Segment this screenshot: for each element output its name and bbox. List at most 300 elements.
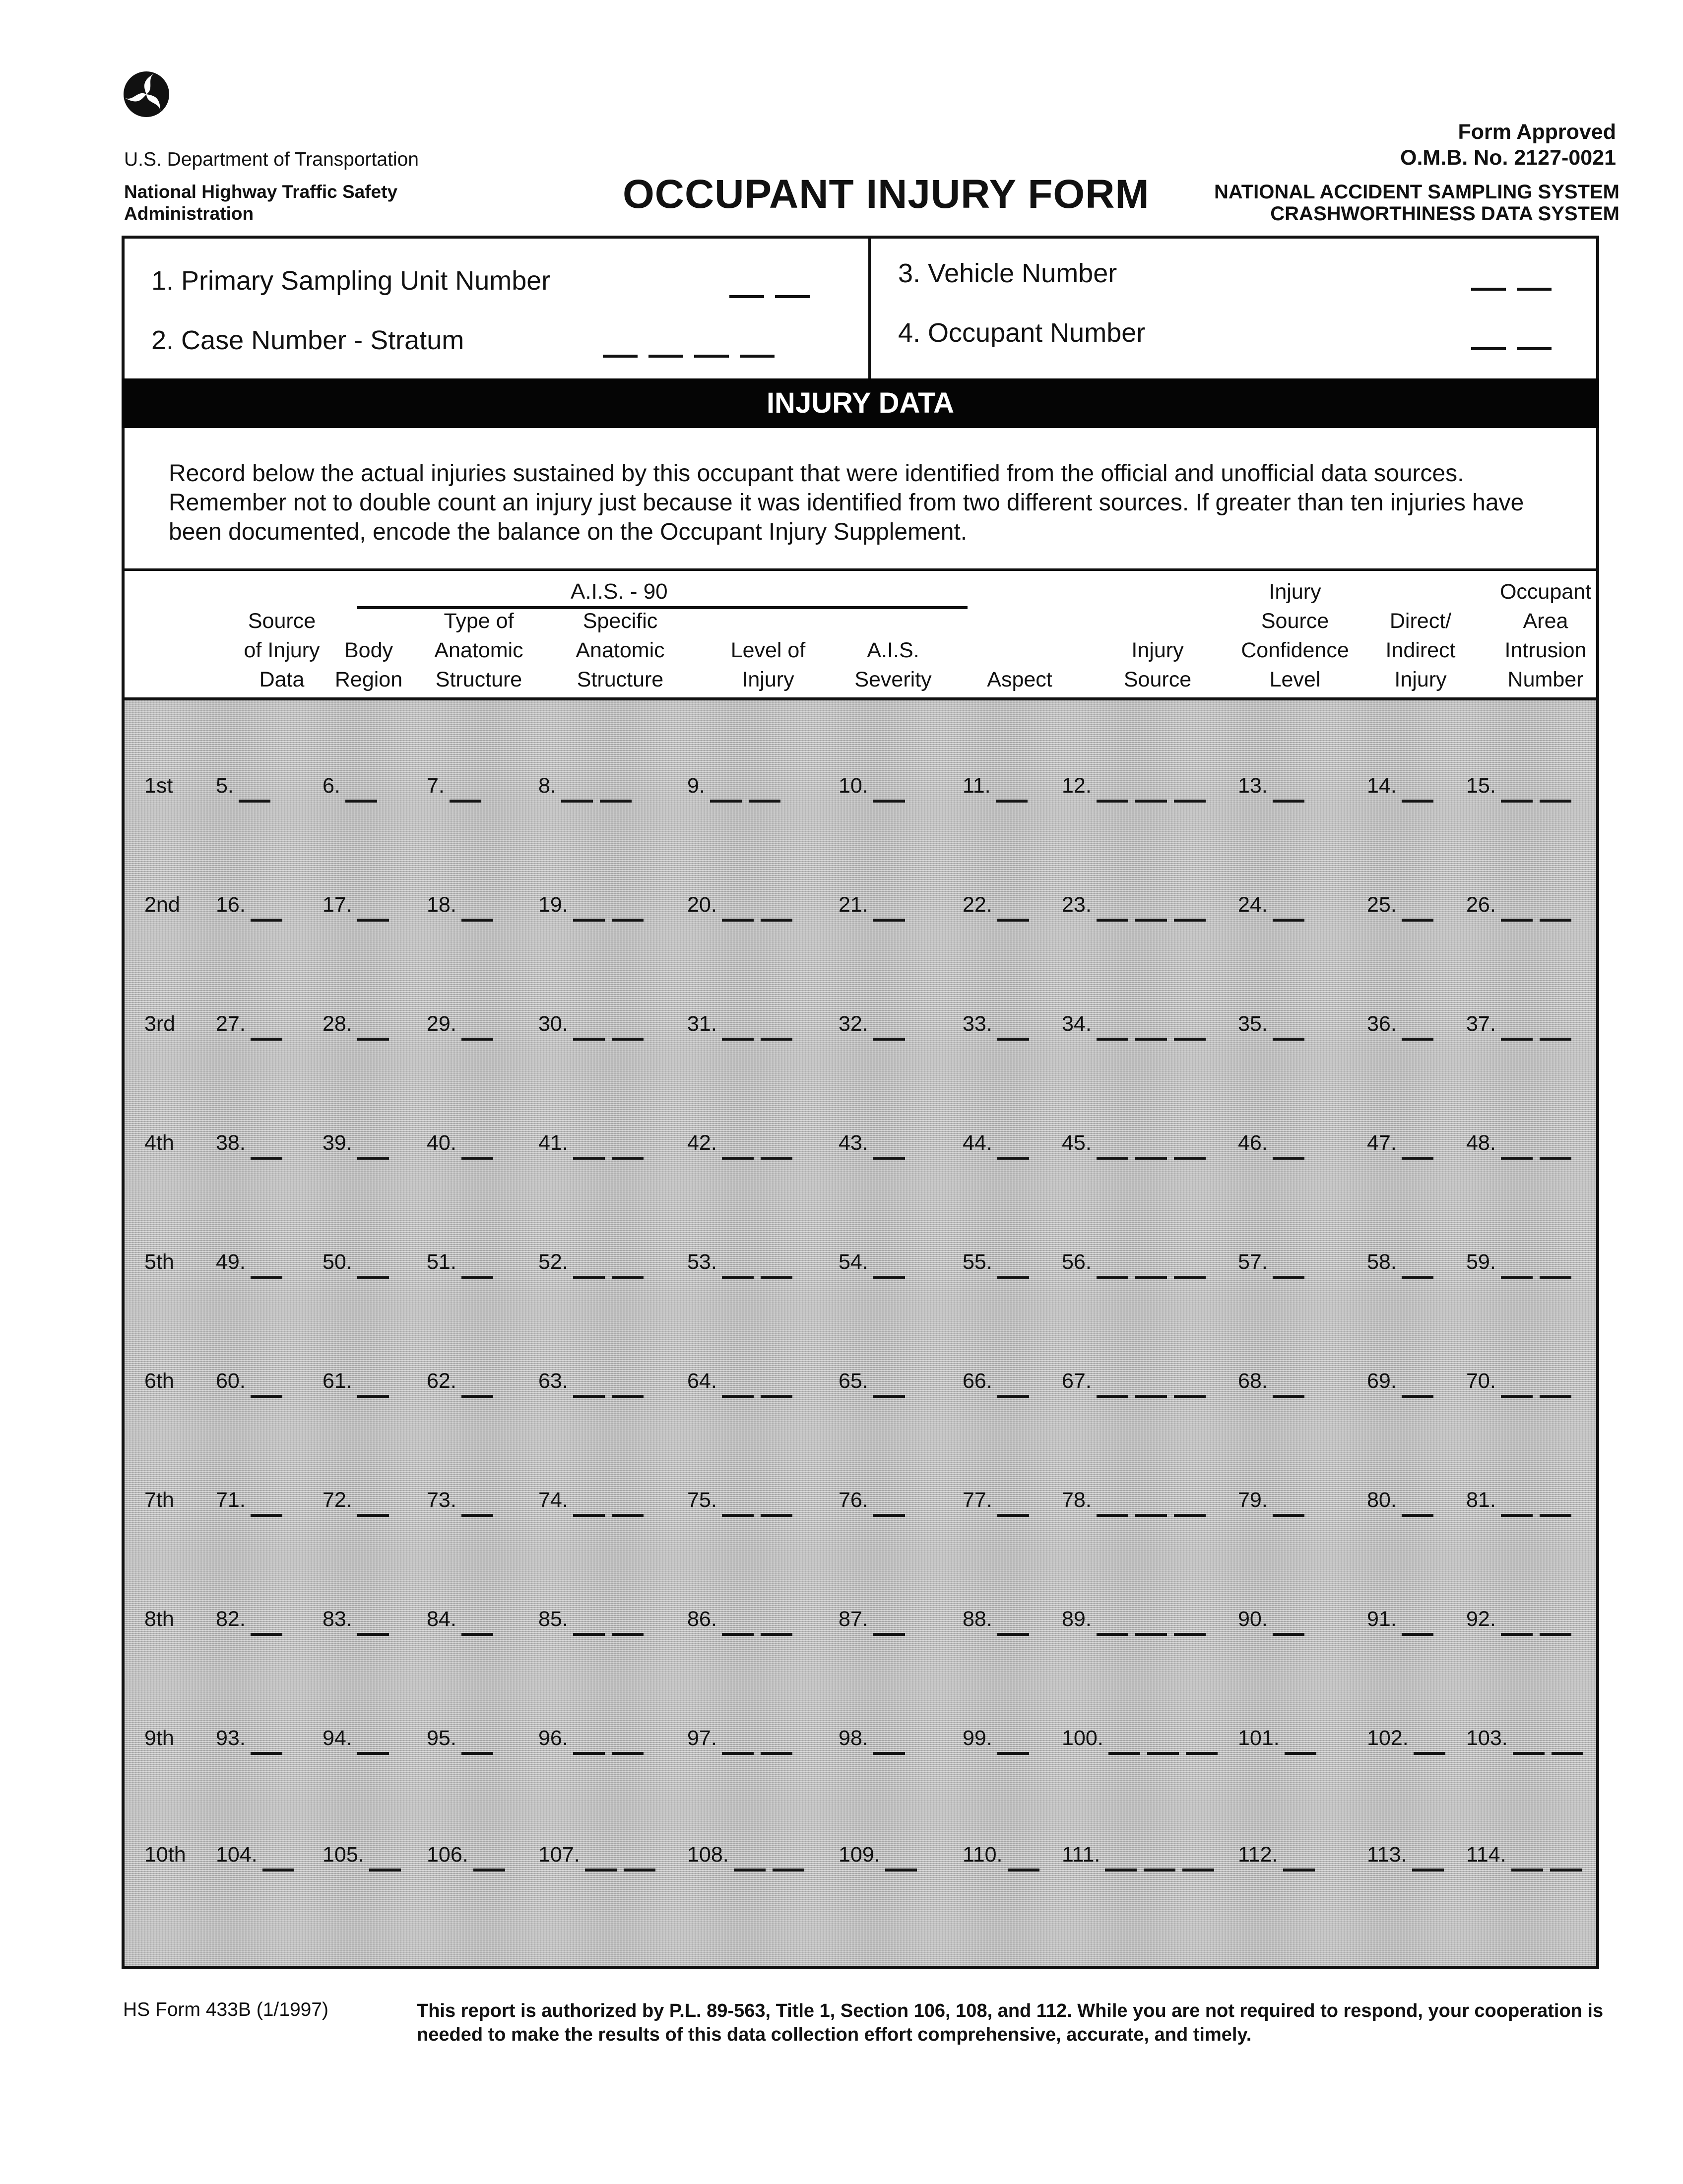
entry-blank[interactable]: [997, 1273, 1029, 1279]
entry-blank[interactable]: [722, 916, 754, 922]
entry-blank[interactable]: [1283, 1866, 1315, 1872]
entry-blank[interactable]: [1135, 916, 1167, 922]
entry-blank[interactable]: [1540, 916, 1571, 922]
entry-blank[interactable]: [1273, 1154, 1304, 1160]
entry-blank[interactable]: [1097, 1273, 1128, 1279]
field-intrusion[interactable]: [1466, 774, 1571, 803]
entry-blank[interactable]: [761, 916, 792, 922]
entry-blank[interactable]: [573, 916, 605, 922]
field-intrusion[interactable]: [1466, 1250, 1571, 1279]
entry-blank[interactable]: [357, 1273, 389, 1279]
psu-digit-1[interactable]: [729, 290, 764, 298]
entry-blank[interactable]: [1550, 1866, 1582, 1872]
field-specific-anatomic[interactable]: [538, 1488, 644, 1517]
entry-blank[interactable]: [1135, 797, 1167, 803]
field-confidence[interactable]: [1238, 774, 1304, 803]
field-aspect[interactable]: [963, 1250, 1029, 1279]
field-specific-anatomic[interactable]: [538, 893, 644, 922]
entry-blank[interactable]: [1501, 1392, 1533, 1398]
case-digit-4[interactable]: [740, 350, 775, 358]
entry-blank[interactable]: [1273, 916, 1304, 922]
field-level[interactable]: [687, 1488, 792, 1517]
entry-blank[interactable]: [612, 1154, 644, 1160]
entry-blank[interactable]: [1182, 1866, 1214, 1872]
entry-blank[interactable]: [473, 1866, 505, 1872]
field-body-region[interactable]: [323, 1726, 389, 1755]
entry-blank[interactable]: [461, 1154, 493, 1160]
occupant-number-field[interactable]: [1471, 342, 1552, 350]
entry-blank[interactable]: [461, 1392, 493, 1398]
entry-blank[interactable]: [1501, 1035, 1533, 1041]
entry-blank[interactable]: [873, 916, 905, 922]
entry-blank[interactable]: [1402, 1273, 1433, 1279]
field-number: 94.: [323, 1726, 352, 1750]
field-injury-source[interactable]: [1062, 1488, 1206, 1517]
field-aspect[interactable]: [963, 1607, 1029, 1636]
entry-blank[interactable]: [239, 797, 270, 803]
entry-blank[interactable]: [573, 1749, 605, 1755]
entry-blank[interactable]: [251, 1749, 282, 1755]
entry-blank[interactable]: [722, 1630, 754, 1636]
entry-blank[interactable]: [1540, 797, 1571, 803]
entry-blank[interactable]: [1135, 1273, 1167, 1279]
vehicle-number-field[interactable]: [1471, 283, 1552, 291]
entry-blank[interactable]: [1174, 1035, 1206, 1041]
entry-blank[interactable]: [251, 1511, 282, 1517]
entry-blank[interactable]: [573, 1630, 605, 1636]
field-intrusion[interactable]: [1466, 1726, 1583, 1755]
entry-blank[interactable]: [461, 1273, 493, 1279]
entry-blank[interactable]: [573, 1154, 605, 1160]
entry-blank[interactable]: [873, 1630, 905, 1636]
field-direct-indirect[interactable]: [1367, 1012, 1433, 1041]
field-injury-source[interactable]: [1062, 774, 1206, 803]
entry-blank[interactable]: [1273, 1392, 1304, 1398]
field-level[interactable]: [687, 1250, 792, 1279]
case-digit-3[interactable]: [694, 350, 729, 358]
entry-blank[interactable]: [1412, 1866, 1444, 1872]
field-intrusion[interactable]: [1466, 1369, 1571, 1398]
entry-blank[interactable]: [450, 797, 481, 803]
field-intrusion[interactable]: [1466, 893, 1571, 922]
entry-blank[interactable]: [1097, 916, 1128, 922]
entry-blank[interactable]: [612, 1392, 644, 1398]
field-ais-severity[interactable]: [839, 1369, 905, 1398]
field-level[interactable]: [687, 774, 780, 803]
entry-blank[interactable]: [369, 1866, 401, 1872]
entry-blank[interactable]: [997, 1154, 1029, 1160]
field-number: 60.: [216, 1369, 246, 1393]
field-specific-anatomic[interactable]: [538, 1012, 644, 1041]
field-number: 73.: [427, 1488, 456, 1512]
entry-blank[interactable]: [1501, 1154, 1533, 1160]
entry-blank[interactable]: [1186, 1749, 1218, 1755]
entry-blank[interactable]: [761, 1154, 792, 1160]
entry-blank[interactable]: [722, 1273, 754, 1279]
entry-blank[interactable]: [357, 1749, 389, 1755]
entry-blank[interactable]: [1501, 916, 1533, 922]
field-injury-source[interactable]: [1062, 1012, 1206, 1041]
entry-blank[interactable]: [461, 1749, 493, 1755]
entry-blank[interactable]: [873, 1749, 905, 1755]
department-name: U.S. Department of Transportation: [124, 149, 419, 170]
field-intrusion[interactable]: [1466, 1843, 1582, 1872]
entry-blank[interactable]: [1105, 1866, 1137, 1872]
entry-blank[interactable]: [761, 1273, 792, 1279]
entry-blank[interactable]: [357, 1511, 389, 1517]
entry-blank[interactable]: [461, 1511, 493, 1517]
entry-blank[interactable]: [722, 1511, 754, 1517]
field-ais-severity[interactable]: [839, 1488, 905, 1517]
field-direct-indirect[interactable]: [1367, 774, 1433, 803]
entry-blank[interactable]: [997, 1749, 1029, 1755]
field-confidence[interactable]: [1238, 1843, 1315, 1872]
entry-blank[interactable]: [1501, 1630, 1533, 1636]
entry-blank[interactable]: [734, 1866, 766, 1872]
field-number: 56.: [1062, 1250, 1092, 1274]
field-intrusion[interactable]: [1466, 1131, 1571, 1160]
field-aspect[interactable]: [963, 893, 1029, 922]
entry-blank[interactable]: [761, 1511, 792, 1517]
entry-blank[interactable]: [761, 1749, 792, 1755]
entry-blank[interactable]: [1174, 1392, 1206, 1398]
entry-blank[interactable]: [885, 1866, 917, 1872]
entry-blank[interactable]: [612, 1511, 644, 1517]
field-ais-severity[interactable]: [839, 774, 905, 803]
entry-blank[interactable]: [1285, 1749, 1316, 1755]
field-specific-anatomic[interactable]: [538, 774, 632, 803]
entry-blank[interactable]: [1540, 1273, 1571, 1279]
field-aspect[interactable]: [963, 1369, 1029, 1398]
entry-blank[interactable]: [357, 1035, 389, 1041]
entry-blank[interactable]: [997, 1035, 1029, 1041]
entry-blank[interactable]: [1174, 1154, 1206, 1160]
entry-blank[interactable]: [1097, 797, 1128, 803]
entry-blank[interactable]: [1008, 1866, 1039, 1872]
field-intrusion[interactable]: [1466, 1012, 1571, 1041]
field-type-anatomic[interactable]: [427, 774, 481, 803]
field-body-region[interactable]: [323, 1369, 389, 1398]
field-direct-indirect[interactable]: [1367, 1131, 1433, 1160]
psu-number-field[interactable]: [729, 290, 810, 298]
entry-blank[interactable]: [1135, 1035, 1167, 1041]
field-injury-source[interactable]: [1062, 1131, 1206, 1160]
field-source[interactable]: [216, 1131, 282, 1160]
field-type-anatomic[interactable]: [427, 1488, 493, 1517]
entry-blank[interactable]: [873, 1273, 905, 1279]
entry-blank[interactable]: [1097, 1630, 1128, 1636]
entry-blank[interactable]: [1511, 1866, 1543, 1872]
entry-blank[interactable]: [585, 1866, 617, 1872]
field-direct-indirect[interactable]: [1367, 1607, 1433, 1636]
entry-blank[interactable]: [1501, 1273, 1533, 1279]
field-injury-source[interactable]: [1062, 1607, 1206, 1636]
entry-blank[interactable]: [461, 916, 493, 922]
entry-blank[interactable]: [722, 1154, 754, 1160]
field-type-anatomic[interactable]: [427, 1369, 493, 1398]
field-confidence[interactable]: [1238, 1607, 1304, 1636]
entry-blank[interactable]: [251, 1273, 282, 1279]
entry-blank[interactable]: [1135, 1511, 1167, 1517]
entry-blank[interactable]: [1402, 1630, 1433, 1636]
entry-blank[interactable]: [1402, 1154, 1433, 1160]
entry-blank[interactable]: [722, 1749, 754, 1755]
field-level[interactable]: [687, 1726, 792, 1755]
entry-blank[interactable]: [357, 1154, 389, 1160]
entry-blank[interactable]: [1108, 1749, 1140, 1755]
field-ais-severity[interactable]: [839, 893, 905, 922]
entry-blank[interactable]: [251, 1035, 282, 1041]
field-ais-severity[interactable]: [839, 1250, 905, 1279]
field-direct-indirect[interactable]: [1367, 1843, 1444, 1872]
field-body-region[interactable]: [323, 1843, 401, 1872]
field-source[interactable]: [216, 1250, 282, 1279]
entry-blank[interactable]: [1097, 1035, 1128, 1041]
entry-blank[interactable]: [722, 1035, 754, 1041]
entry-blank[interactable]: [1174, 916, 1206, 922]
field-intrusion[interactable]: [1466, 1607, 1571, 1636]
field-number: 77.: [963, 1488, 992, 1512]
entry-blank[interactable]: [873, 797, 905, 803]
field-source[interactable]: [216, 1726, 282, 1755]
entry-blank[interactable]: [612, 1273, 644, 1279]
entry-blank[interactable]: [773, 1866, 804, 1872]
entry-blank[interactable]: [1135, 1154, 1167, 1160]
field-confidence[interactable]: [1238, 1250, 1304, 1279]
case-number-field[interactable]: [603, 350, 775, 358]
entry-blank[interactable]: [1402, 916, 1433, 922]
field-aspect[interactable]: [963, 1843, 1039, 1872]
entry-blank[interactable]: [722, 1392, 754, 1398]
field-direct-indirect[interactable]: [1367, 1369, 1433, 1398]
field-type-anatomic[interactable]: [427, 1012, 493, 1041]
entry-blank[interactable]: [761, 1630, 792, 1636]
field-ais-severity[interactable]: [839, 1726, 905, 1755]
entry-blank[interactable]: [573, 1273, 605, 1279]
field-number: 93.: [216, 1726, 246, 1750]
entry-blank[interactable]: [251, 1154, 282, 1160]
psu-digit-2[interactable]: [775, 290, 810, 298]
entry-blank[interactable]: [251, 1630, 282, 1636]
occupant-digit-2[interactable]: [1517, 342, 1552, 350]
entry-blank[interactable]: [997, 1392, 1029, 1398]
entry-blank[interactable]: [573, 1035, 605, 1041]
field-injury-source[interactable]: [1062, 1250, 1206, 1279]
field-level[interactable]: [687, 1131, 792, 1160]
column-header-line: Source: [1123, 668, 1192, 691]
entry-blank[interactable]: [1414, 1749, 1445, 1755]
entry-blank[interactable]: [1273, 1273, 1304, 1279]
entry-blank[interactable]: [612, 1630, 644, 1636]
field-injury-source[interactable]: [1062, 893, 1206, 922]
entry-blank[interactable]: [997, 916, 1029, 922]
field-specific-anatomic[interactable]: [538, 1250, 644, 1279]
entry-blank[interactable]: [357, 1630, 389, 1636]
field-aspect[interactable]: [963, 1726, 1029, 1755]
field-direct-indirect[interactable]: [1367, 1250, 1433, 1279]
entry-blank[interactable]: [1540, 1630, 1571, 1636]
entry-blank[interactable]: [1144, 1866, 1175, 1872]
vehicle-digit-1[interactable]: [1471, 283, 1506, 291]
field-aspect[interactable]: [963, 1012, 1029, 1041]
entry-blank[interactable]: [1097, 1154, 1128, 1160]
entry-blank[interactable]: [1513, 1749, 1545, 1755]
entry-blank[interactable]: [600, 797, 632, 803]
field-level[interactable]: [687, 1012, 792, 1041]
field-body-region[interactable]: [323, 1250, 389, 1279]
field-body-region[interactable]: [323, 1488, 389, 1517]
entry-blank[interactable]: [612, 916, 644, 922]
entry-blank[interactable]: [1540, 1154, 1571, 1160]
row-label: 2nd: [144, 893, 180, 917]
field-aspect[interactable]: [963, 774, 1028, 803]
entry-blank[interactable]: [1402, 797, 1433, 803]
field-source[interactable]: [216, 1607, 282, 1636]
field-number: 110.: [963, 1843, 1003, 1867]
field-type-anatomic[interactable]: [427, 1250, 493, 1279]
entry-blank[interactable]: [612, 1749, 644, 1755]
entry-blank[interactable]: [761, 1035, 792, 1041]
case-digit-1[interactable]: [603, 350, 638, 358]
entry-blank[interactable]: [1402, 1392, 1433, 1398]
field-specific-anatomic[interactable]: [538, 1131, 644, 1160]
field-confidence[interactable]: [1238, 1488, 1304, 1517]
field-direct-indirect[interactable]: [1367, 893, 1433, 922]
field-ais-severity[interactable]: [839, 1131, 905, 1160]
entry-blank[interactable]: [873, 1511, 905, 1517]
field-direct-indirect[interactable]: [1367, 1726, 1445, 1755]
entry-blank[interactable]: [357, 1392, 389, 1398]
field-source[interactable]: [216, 1012, 282, 1041]
entry-blank[interactable]: [749, 797, 780, 803]
field-number: 106.: [427, 1843, 468, 1867]
field-ais-severity[interactable]: [839, 1012, 905, 1041]
entry-blank[interactable]: [1540, 1035, 1571, 1041]
field-type-anatomic[interactable]: [427, 1131, 493, 1160]
field-confidence[interactable]: [1238, 893, 1304, 922]
field-injury-source[interactable]: [1062, 1843, 1214, 1872]
entry-blank[interactable]: [710, 797, 742, 803]
field-specific-anatomic[interactable]: [538, 1369, 644, 1398]
field-body-region[interactable]: [323, 1012, 389, 1041]
field-type-anatomic[interactable]: [427, 893, 493, 922]
field-source[interactable]: [216, 1488, 282, 1517]
entry-blank[interactable]: [461, 1630, 493, 1636]
entry-blank[interactable]: [1552, 1749, 1583, 1755]
entry-blank[interactable]: [873, 1035, 905, 1041]
field-confidence[interactable]: [1238, 1726, 1316, 1755]
entry-blank[interactable]: [996, 797, 1028, 803]
entry-blank[interactable]: [997, 1511, 1029, 1517]
occupant-digit-1[interactable]: [1471, 342, 1506, 350]
entry-blank[interactable]: [1501, 797, 1533, 803]
entry-blank[interactable]: [1174, 797, 1206, 803]
entry-blank[interactable]: [873, 1392, 905, 1398]
column-header-specific-anatomic: [546, 607, 695, 694]
field-number: 104.: [216, 1843, 258, 1867]
field-level[interactable]: [687, 893, 792, 922]
entry-blank[interactable]: [761, 1392, 792, 1398]
entry-blank[interactable]: [1273, 797, 1304, 803]
field-level[interactable]: [687, 1607, 792, 1636]
field-confidence[interactable]: [1238, 1012, 1304, 1041]
entry-blank[interactable]: [1135, 1630, 1167, 1636]
field-source[interactable]: [216, 774, 270, 803]
entry-blank[interactable]: [345, 797, 377, 803]
entry-blank[interactable]: [1135, 1392, 1167, 1398]
entry-blank[interactable]: [612, 1035, 644, 1041]
entry-blank[interactable]: [1402, 1511, 1433, 1517]
field-ais-severity[interactable]: [839, 1607, 905, 1636]
field-body-region[interactable]: [323, 774, 377, 803]
entry-blank[interactable]: [1097, 1392, 1128, 1398]
entry-blank[interactable]: [1501, 1511, 1533, 1517]
field-injury-source[interactable]: [1062, 1369, 1206, 1398]
case-digit-2[interactable]: [648, 350, 683, 358]
entry-blank[interactable]: [1273, 1035, 1304, 1041]
entry-blank[interactable]: [873, 1154, 905, 1160]
field-source[interactable]: [216, 1843, 294, 1872]
entry-blank[interactable]: [1174, 1630, 1206, 1636]
entry-blank[interactable]: [1273, 1630, 1304, 1636]
field-specific-anatomic[interactable]: [538, 1843, 655, 1872]
field-number: 18.: [427, 893, 456, 917]
field-level[interactable]: [687, 1369, 792, 1398]
entry-blank[interactable]: [624, 1866, 655, 1872]
field-direct-indirect[interactable]: [1367, 1488, 1433, 1517]
field-type-anatomic[interactable]: [427, 1843, 505, 1872]
entry-blank[interactable]: [1174, 1273, 1206, 1279]
field-type-anatomic[interactable]: [427, 1726, 493, 1755]
field-body-region[interactable]: [323, 1607, 389, 1636]
field-confidence[interactable]: [1238, 1369, 1304, 1398]
entry-blank[interactable]: [461, 1035, 493, 1041]
entry-blank[interactable]: [1402, 1035, 1433, 1041]
field-source[interactable]: [216, 1369, 282, 1398]
entry-blank[interactable]: [1540, 1511, 1571, 1517]
field-aspect[interactable]: [963, 1488, 1029, 1517]
field-body-region[interactable]: [323, 1131, 389, 1160]
vehicle-digit-2[interactable]: [1517, 283, 1552, 291]
entry-blank[interactable]: [262, 1866, 294, 1872]
field-specific-anatomic[interactable]: [538, 1726, 644, 1755]
entry-blank[interactable]: [1097, 1511, 1128, 1517]
entry-blank[interactable]: [997, 1630, 1029, 1636]
field-specific-anatomic[interactable]: [538, 1607, 644, 1636]
entry-blank[interactable]: [1174, 1511, 1206, 1517]
row-label: 6th: [144, 1369, 174, 1393]
field-intrusion[interactable]: [1466, 1488, 1571, 1517]
entry-blank[interactable]: [251, 916, 282, 922]
field-confidence[interactable]: [1238, 1131, 1304, 1160]
entry-blank[interactable]: [1147, 1749, 1179, 1755]
field-type-anatomic[interactable]: [427, 1607, 493, 1636]
field-ais-severity[interactable]: [839, 1843, 917, 1872]
entry-blank[interactable]: [573, 1511, 605, 1517]
field-injury-source[interactable]: [1062, 1726, 1218, 1755]
field-source[interactable]: [216, 893, 282, 922]
entry-blank[interactable]: [251, 1392, 282, 1398]
field-number: 13.: [1238, 774, 1268, 798]
entry-blank[interactable]: [1540, 1392, 1571, 1398]
entry-blank[interactable]: [561, 797, 593, 803]
field-body-region[interactable]: [323, 893, 389, 922]
entry-blank[interactable]: [1273, 1511, 1304, 1517]
field-level[interactable]: [687, 1843, 804, 1872]
entry-blank[interactable]: [357, 916, 389, 922]
entry-blank[interactable]: [573, 1392, 605, 1398]
field-aspect[interactable]: [963, 1131, 1029, 1160]
